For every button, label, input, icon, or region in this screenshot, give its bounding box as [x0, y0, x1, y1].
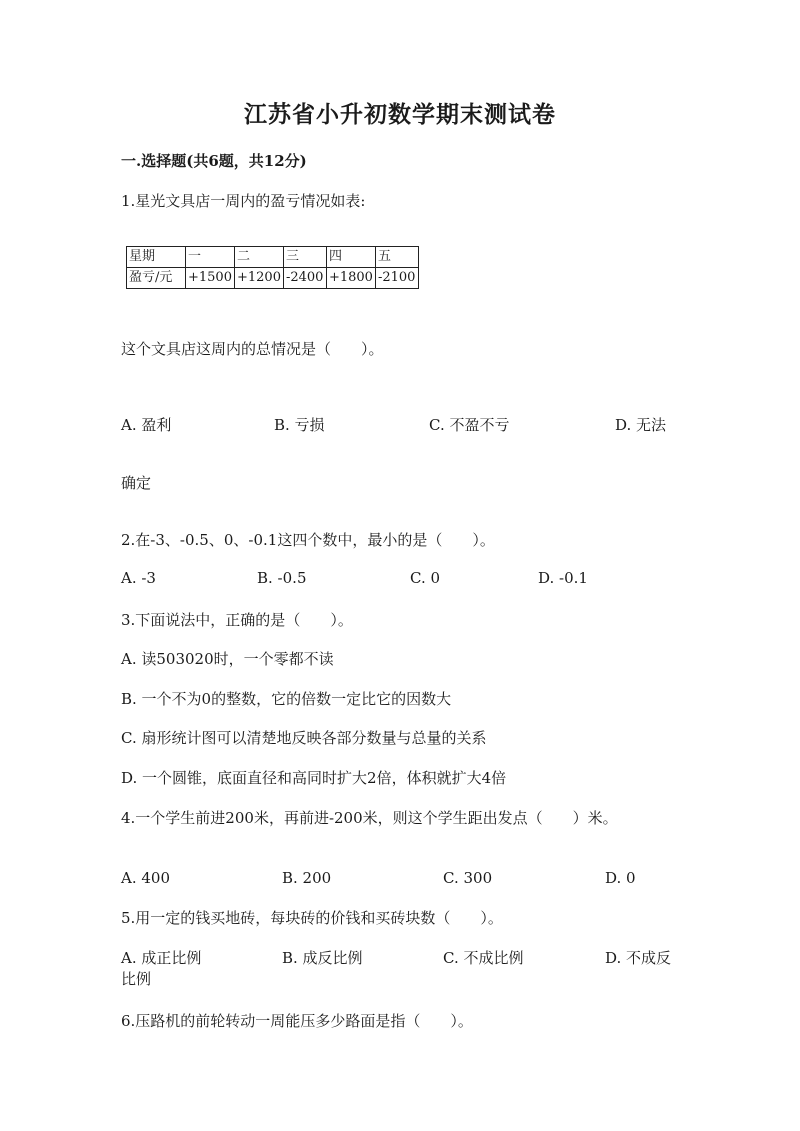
table-row [127, 268, 419, 289]
option-b[interactable]: B. 200 [282, 869, 332, 887]
table-cell: -2100 [375, 268, 418, 289]
option-a[interactable]: A. 400 [121, 869, 170, 887]
option-d-continued: 比例 [121, 970, 152, 988]
table-cell: 三 [283, 247, 326, 268]
table-cell: 二 [234, 247, 283, 268]
option-d[interactable]: D. 一个圆锥，底面直径和高同时扩大2倍，体积就扩大4倍 [121, 769, 507, 787]
table-cell: 盈亏/元 [127, 268, 186, 289]
option-c[interactable]: C. 扇形统计图可以清楚地反映各部分数量与总量的关系 [121, 729, 487, 747]
option-a[interactable]: A. -3 [121, 569, 156, 587]
option-b[interactable]: B. 亏损 [274, 416, 325, 434]
question-4-stem: 4.一个学生前进200米，再前进-200米，则这个学生距出发点（ ）米。 [121, 809, 618, 827]
table-cell: +1800 [326, 268, 375, 289]
option-a[interactable]: A. 成正比例 [121, 949, 202, 967]
table-row [127, 247, 419, 268]
option-a[interactable]: A. 盈利 [121, 416, 172, 434]
table-cell: -2400 [283, 268, 326, 289]
question-1-prompt: 这个文具店这周内的总情况是（ ）。 [121, 340, 384, 358]
option-d[interactable]: D. 无法 [615, 416, 667, 434]
option-d[interactable]: D. 不成反 [605, 949, 672, 967]
table-cell: +1500 [186, 268, 235, 289]
question-3-stem: 3.下面说法中，正确的是（ ）。 [121, 611, 353, 629]
table-cell: +1200 [234, 268, 283, 289]
option-b[interactable]: B. 成反比例 [282, 949, 363, 967]
profit-loss-table [126, 246, 419, 289]
option-c[interactable]: C. 不成比例 [443, 949, 524, 967]
option-d[interactable]: D. -0.1 [538, 569, 588, 587]
option-a[interactable]: A. 读503020时，一个零都不读 [121, 650, 334, 668]
option-c[interactable]: C. 0 [410, 569, 441, 587]
question-2-stem: 2.在-3、-0.5、0、-0.1这四个数中，最小的是（ ）。 [121, 531, 495, 549]
question-5-stem: 5.用一定的钱买地砖，每块砖的价钱和买砖块数（ ）。 [121, 909, 503, 927]
option-d-continued: 确定 [121, 474, 152, 492]
section-header: 一.选择题(共6题，共12分) [121, 152, 307, 170]
option-c[interactable]: C. 不盈不亏 [429, 416, 510, 434]
option-b[interactable]: B. 一个不为0的整数，它的倍数一定比它的因数大 [121, 690, 452, 708]
table-cell: 五 [375, 247, 418, 268]
table-cell: 星期 [127, 247, 186, 268]
table-cell: 四 [326, 247, 375, 268]
table-cell: 一 [186, 247, 235, 268]
option-d[interactable]: D. 0 [605, 869, 636, 887]
question-1-stem: 1.星光文具店一周内的盈亏情况如表: [121, 192, 366, 210]
question-6-stem: 6.压路机的前轮转动一周能压多少路面是指（ ）。 [121, 1012, 473, 1030]
page-title: 江苏省小升初数学期末测试卷 [244, 101, 556, 128]
option-b[interactable]: B. -0.5 [257, 569, 307, 587]
option-c[interactable]: C. 300 [443, 869, 493, 887]
